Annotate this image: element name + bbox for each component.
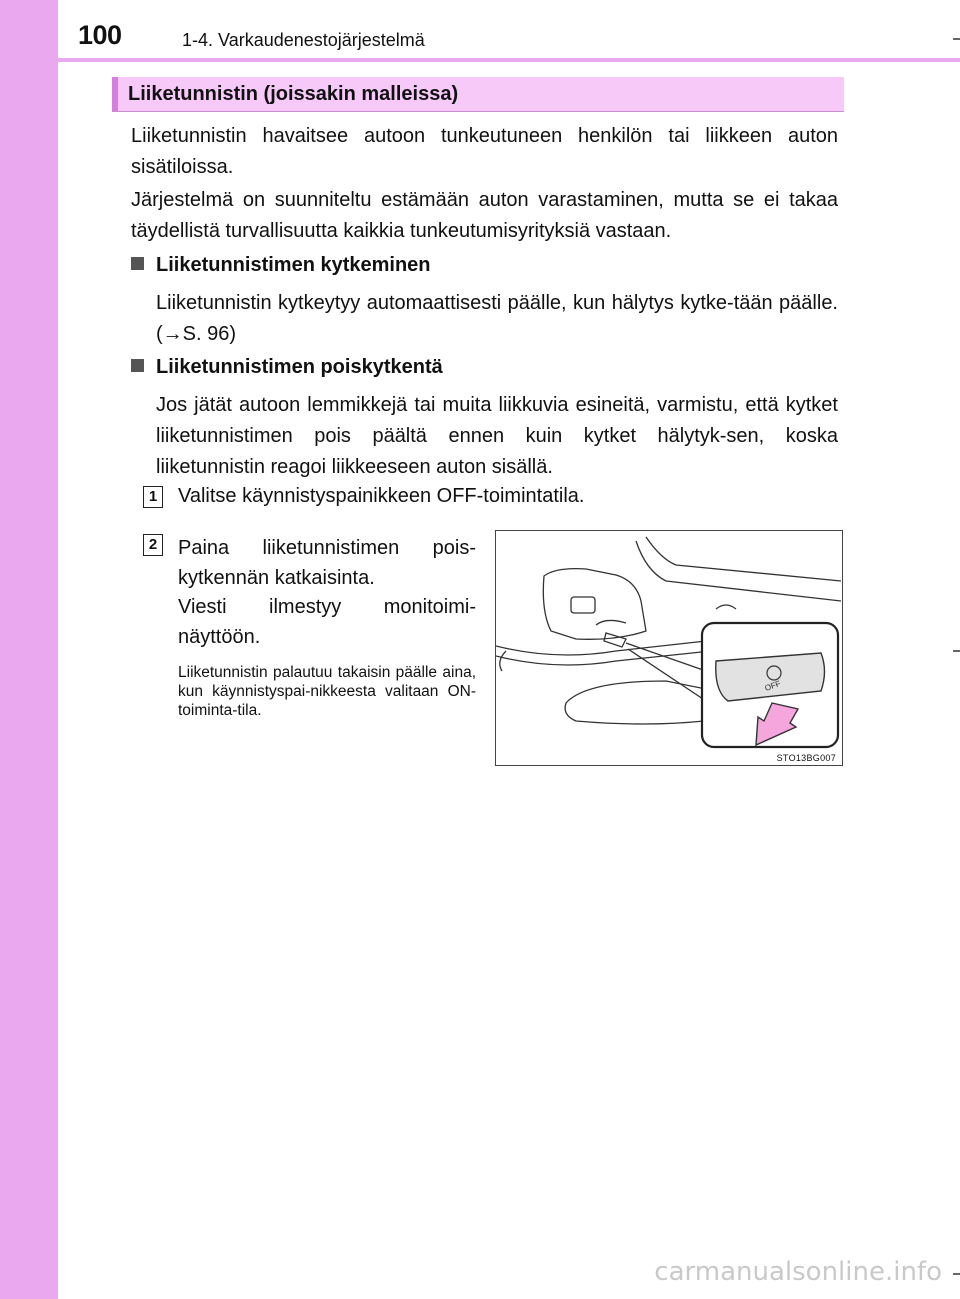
page-number: 100 (78, 20, 122, 50)
chapter-title: 1-4. Varkaudenestojärjestelmä (182, 30, 425, 50)
watermark: carmanualsonline.info (654, 1257, 942, 1287)
console-drawing (496, 531, 843, 766)
step-2-result: Viesti ilmestyy monitoimi-näyttöön. (178, 596, 476, 648)
intro-paragraph-2: Järjestelmä on suunniteltu estämään auton varastaminen, mutta se ei takaa täydellistä turvallisuutta kaikkia tunkeutumisyrityksiä vastaan. (131, 189, 838, 242)
step-1-text: Valitse käynnistyspainikkeen OFF-toimintatila. (178, 485, 585, 507)
figure-code: STO13BG007 (776, 753, 836, 763)
intro-paragraph-1: Liiketunnistin havaitsee autoon tunkeutuneen henkilön tai liikkeen auton sisätiloissa. (131, 125, 838, 178)
header-rule (58, 58, 960, 62)
square-bullet-icon (131, 359, 144, 372)
square-bullet-icon (131, 257, 144, 270)
subheading-enable (131, 254, 431, 277)
crop-mark (953, 650, 960, 652)
crop-mark (953, 1273, 960, 1275)
section-title: Liiketunnistin (joissakin malleissa) (128, 83, 459, 105)
subheading-disable-title: Liiketunnistimen poiskytkentä (156, 356, 443, 378)
subheading-enable-title: Liiketunnistimen kytkeminen (156, 254, 431, 276)
off-button-label: OFF (763, 678, 782, 693)
overhead-console-illustration (495, 530, 843, 766)
crop-mark (953, 38, 960, 40)
disable-paragraph: Jos jätät autoon lemmikkejä tai muita liikkuvia esineitä, varmistu, että kytket liiketunnistimen pois päältä ennen kuin kytket hälytyk-sen, koska liiketunnistin reagoi liikkeeseen auton sisällä. (156, 394, 838, 478)
subheading-disable (131, 356, 443, 379)
step-2-note: Liiketunnistin palautuu takaisin päälle aina, kun käynnistyspai-nikkeesta valitaan ON-toiminta-tila. (178, 664, 476, 719)
step-2-text: Paina liiketunnistimen pois-kytkennän katkaisinta. (178, 537, 476, 589)
step-number-1: 1 (143, 486, 163, 508)
side-color-band (0, 0, 58, 1299)
section-heading (112, 77, 844, 112)
enable-paragraph: Liiketunnistin kytkeytyy automaattisesti päälle, kun hälytys kytke-tään päälle. (→S. 96) (156, 292, 838, 345)
step-number-2: 2 (143, 534, 163, 556)
